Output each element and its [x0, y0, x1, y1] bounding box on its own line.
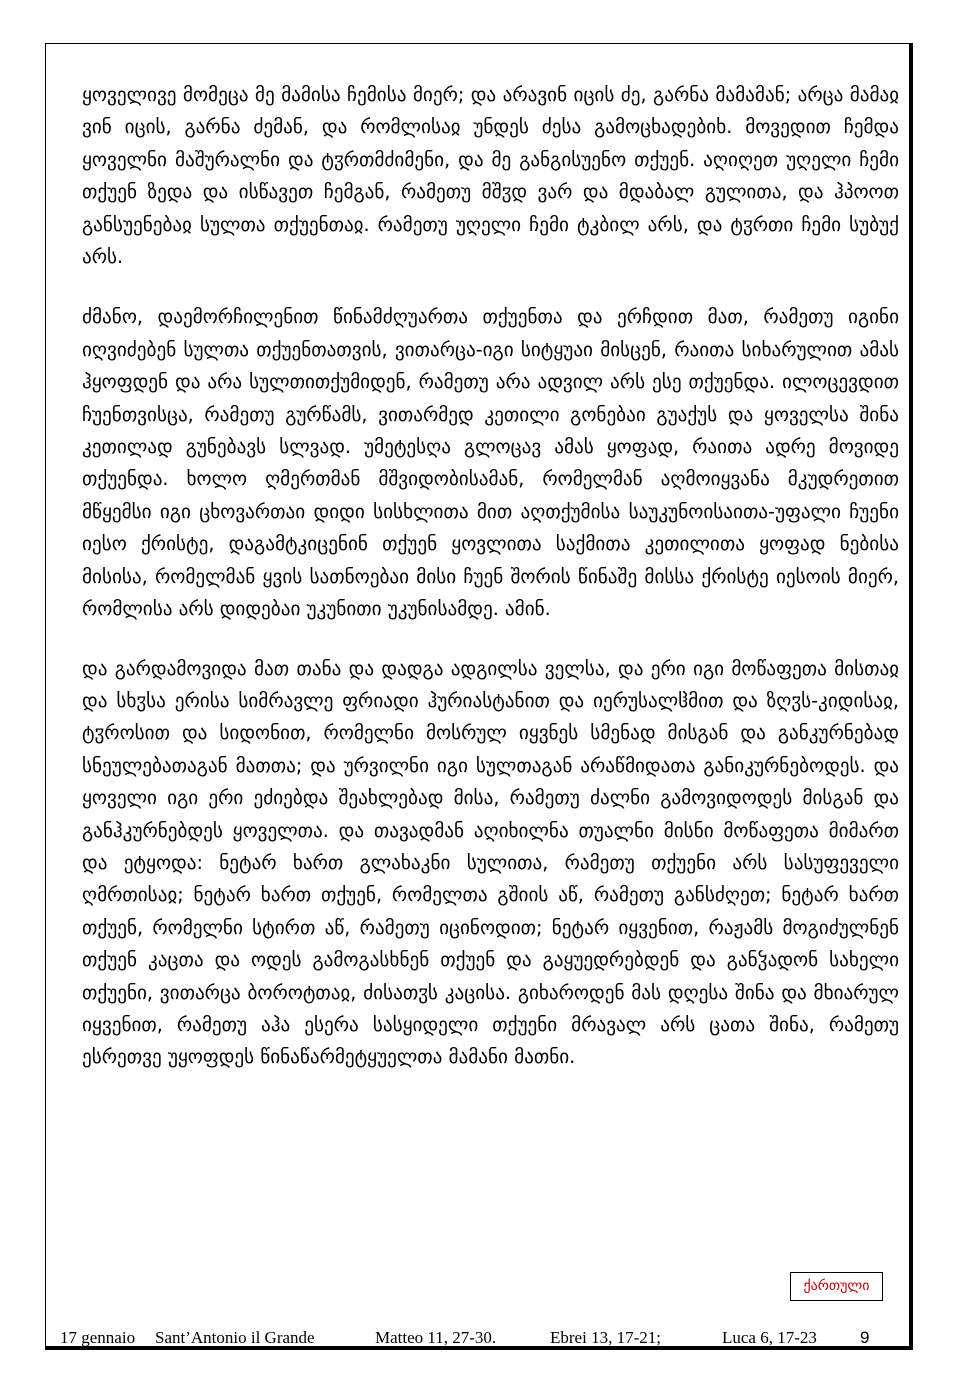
- footer-saint: Sant’Antonio il Grande: [155, 1328, 315, 1347]
- paragraph-hebrews: ძმანო, დაემორჩილენით წინამძღუართა თქუენთა და ერჩდით მათ, რამეთუ იგინი იღვიძებენ სულთა თქუენთათვის, ვითარცა-იგი სიტყუაი მისცენ, რაითა სიხარულით ამას ჰყოფდენ და არა სულთითქუმიდენ, რამეთუ არა ადვილ არს ესე თქუენდა. ილოცევდით ჩუენთვისცა, რამეთუ გურწამს, ვითარმედ კეთილი გონებაი გუაქუს და ყოველსა შინა კეთილად გუნებავს სლვად. უმეტესღა გლოცავ ამას ყოფად, რაითა ადრე მოვიდე თქუენდა. ხოლო ღმერთმან მშვიდობისამან, რომელმან აღმოიყვანა მკუდრეთით მწყემსი იგი ცხოვართაი დიდი სისხლითა მით აღთქუმისა საუკუნოისაითა-უფალი ჩუენი იესო ქრისტე, დაგამტკიცენინ თქუენ ყოვლითა საქმითა კეთილითა ყოფად ნებისა მისისა, რომელმან ყვის სათნოებაი მისი ჩუენ შორის წინაშე მისსა ქრისტე იესოის მიერ, რომლისა არს დიდებაი უკუნითი უკუნისამდე. ამინ.: [82, 305, 899, 621]
- footer-gospel-reference: Matteo 11, 27-30.: [375, 1328, 497, 1347]
- footer-luke-reference: Luca 6, 17-23: [722, 1328, 817, 1347]
- footer-date: 17 gennaio: [60, 1328, 136, 1347]
- page-number: 9: [860, 1328, 870, 1347]
- paragraph-matthew: ყოველივე მომეცა მე მამისა ჩემისა მიერ; და არავინ იცის ძე, გარნა მამამან; არცა მამაჲ ვინ იცის, გარნა ძემან, და რომლისაჲ უნდეს ძესა გამოცხადებიხ. მოვედით ჩემდა ყოველნი მაშურალნი და ტჳრთმძიმენი, და მე განგისუენო თქუენ. აღიღეთ უღელი ჩემი თქუენ ზედა და ისწავეთ ჩემგან, რამეთუ მშჳდ ვარ და მდაბალ გულითა, და ჰპოოთ განსუენებაჲ სულთა თქუენთაჲ. რამეთუ უღელი ჩემი ტკბილ არს, და ტჳრთი ჩემი სუბუქ არს.: [82, 83, 899, 269]
- page-footer: [60, 1324, 890, 1352]
- footer-epistle-reference: Ebrei 13, 17-21;: [550, 1328, 661, 1347]
- paragraph-luke: და გარდამოვიდა მათ თანა და დადგა ადგილსა ველსა, და ერი იგი მოწაფეთა მისთაჲ და სხჳსა ერისა სიმრავლე ფრიადი ჰურიასტანით და იერუსალჱმით და ზღჳს-კიდისაჲ, ტჳროსით და სიდონით, რომელნი მოსრულ იყვნეს სმენად მისგან და განკურნებად სნეულებათაგან მათთა; და ურვილნი იგი სულთაგან არაწმიდათა განიკურნებოდეს. და ყოველი იგი ერი ეძიებდა შეახლებად მისა, რამეთუ ძალნი გამოვიდოდეს მისგან და განჰკურნებდეს ყოველთა. და თავადმან აღიხილნა თუალნი მისნი მოწაფეთა მიმართ და ეტყოდა: ნეტარ ხართ გლახაკნი სულითა, რამეთუ თქუენი არს სასუფეველი ღმრთისაჲ; ნეტარ ხართ თქუენ, რომელთა გშიის აწ, რამეთუ განსძღეთ; ნეტარ ხართ თქუენ, რომელნი სტირთ აწ, რამეთუ იცინოდით; ნეტარ იყვენით, რაჟამს მოგიძულნენ თქუენ კაცთა და ოდეს გამოგასხნენ თქუენ და გაყუედრებდენ და განჴადონ სახელი თქუენი, ვითარცა ბოროტთაჲ, ძისათჳს კაცისა. გიხაროდენ მას დღესა შინა და მხიარულ იყვენით, რამეთუ აჰა ესერა სასყიდელი თქუენი მრავალ არს ცათა შინა, რამეთუ ესრეთვე უყოფდეს წინაწარმეტყუელთა მამანი მათნი.: [82, 656, 899, 1069]
- georgian-language-button[interactable]: ქართული: [790, 1272, 883, 1301]
- reading-text: [82, 79, 899, 1074]
